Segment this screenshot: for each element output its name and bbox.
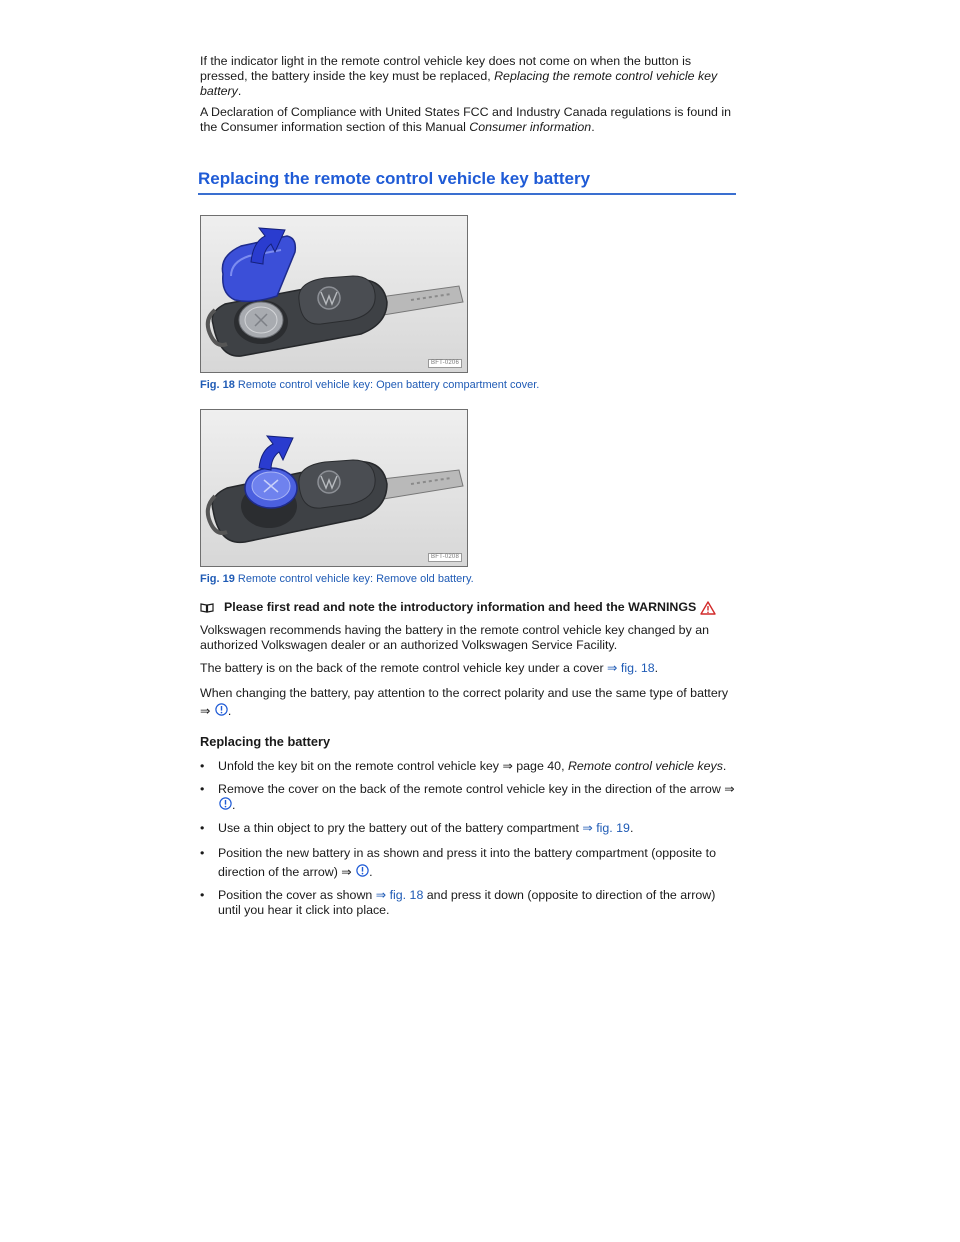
key-illustration-remove-battery bbox=[201, 410, 467, 566]
figure-18-caption: Fig. 18 Remote control vehicle key: Open battery compartment cover. bbox=[200, 379, 540, 391]
body-paragraph-1: Volkswagen recommends having the battery in the remote control vehicle key changed by an authorized Volkswagen dealer or an authorized Volkswagen Service Facility. bbox=[200, 623, 709, 652]
exclamation-circle-icon[interactable] bbox=[215, 703, 228, 716]
book-icon bbox=[200, 603, 214, 613]
body-paragraph-3: When changing the battery, pay attention to the correct polarity and use the same type of battery ⇒ . bbox=[200, 686, 729, 718]
link-fig-18[interactable]: fig. 18 bbox=[389, 888, 424, 902]
intro-note-text: Please first read and note the introductory information and heed the WARNINGS bbox=[224, 600, 697, 614]
subhead-replacing-battery: Replacing the battery bbox=[200, 734, 331, 749]
figure-19-block bbox=[200, 409, 740, 586]
figure-19-image bbox=[200, 409, 468, 567]
step-1: • Unfold the key bit on the remote control vehicle key ⇒ page 40, Remote control vehicle keys. bbox=[200, 759, 740, 774]
figure-18-code: BFT-0206 bbox=[428, 359, 462, 368]
exclamation-circle-icon[interactable] bbox=[356, 864, 369, 877]
intro-paragraph-1: If the indicator light in the remote control vehicle key does not come on when the button is pressed, the battery inside the key must be replaced, Replacing the remote control vehicle key battery. bbox=[200, 54, 718, 98]
step-1-ref[interactable]: ⇒ page 40, bbox=[502, 759, 568, 773]
figure-18-block bbox=[200, 215, 740, 392]
warning-triangle-icon[interactable] bbox=[700, 601, 716, 615]
steps-list bbox=[200, 759, 740, 918]
step-4: • Position the new battery in as shown and press it into the battery compartment (opposite to direction of the arrow) ⇒ . bbox=[200, 844, 740, 882]
intro-paragraph-2: A Declaration of Compliance with United States FCC and Industry Canada regulations is found in the Consumer information section of this Manual Consumer information. bbox=[200, 105, 732, 134]
figure-19-code: BFT-0208 bbox=[428, 553, 462, 562]
intro-note bbox=[200, 600, 740, 615]
intro-link-replacing-battery[interactable]: Replacing the remote control vehicle key battery bbox=[200, 69, 718, 98]
figure-18-image bbox=[200, 215, 468, 373]
step-2: • Remove the cover on the back of the remote control vehicle key in the direction of the arrow ⇒ . bbox=[200, 782, 740, 813]
intro-link-consumer-information[interactable]: Consumer information bbox=[469, 120, 592, 134]
exclamation-circle-icon[interactable] bbox=[219, 797, 232, 810]
manual-page bbox=[200, 54, 740, 926]
section-title: Replacing the remote control vehicle key battery bbox=[198, 169, 736, 195]
figure-19-caption: Fig. 19 Remote control vehicle key: Remove old battery. bbox=[200, 573, 474, 585]
step-5: • Position the cover as shown ⇒ fig. 18 and press it down (opposite to direction of the arrow) until you hear it click into place. bbox=[200, 888, 740, 918]
body-paragraph-2: The battery is on the back of the remote control vehicle key under a cover ⇒ fig. 18. bbox=[200, 661, 659, 675]
link-fig-19[interactable]: fig. 19 bbox=[596, 821, 630, 835]
step-3: • Use a thin object to pry the battery out of the battery compartment ⇒ fig. 19. bbox=[200, 821, 740, 836]
link-fig-18[interactable]: fig. 18 bbox=[620, 661, 655, 675]
key-illustration-open-cover bbox=[201, 216, 467, 372]
